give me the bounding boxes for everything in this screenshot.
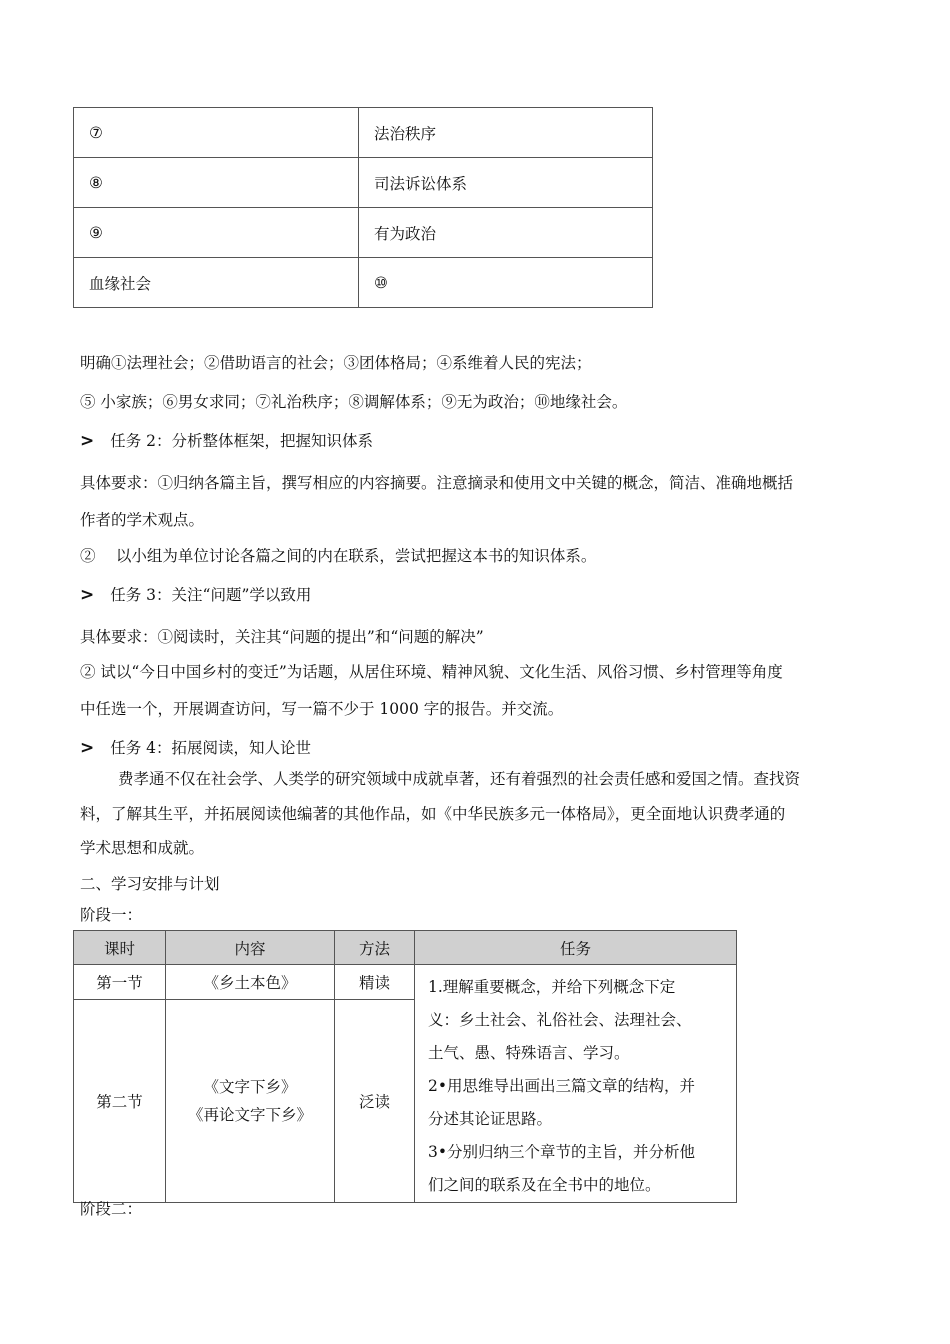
arrow-icon: >: [80, 585, 95, 605]
answer-line-2: ⑤ 小家族；⑥男女求同；⑦礼治秩序；⑧调解体系；⑨无为政治；⑩地缘社会。: [80, 393, 628, 411]
task-line: 义：乡土社会、礼俗社会、法理社会、: [428, 1011, 692, 1029]
table-cell: ⑩: [359, 258, 653, 308]
task3-title: 任务 3：关注“问题”学以致用: [110, 586, 312, 604]
content-line: 《文字下乡》: [203, 1078, 297, 1097]
column-header: 课时: [74, 931, 166, 965]
content-line: 《再论文字下乡》: [187, 1106, 312, 1125]
arrow-icon: >: [80, 738, 95, 758]
task4-para-line-3: 学术思想和成就。: [80, 839, 205, 857]
task-line: 土气、愚、特殊语言、学习。: [428, 1044, 630, 1062]
table-row: [74, 158, 653, 208]
plan-table: [73, 930, 737, 1203]
task2-title: 任务 2：分析整体框架，把握知识体系: [110, 432, 374, 450]
method-cell: 精读: [335, 965, 415, 1000]
stage-1-label: 阶段一：: [80, 906, 143, 924]
task4-title: 任务 4：拓展阅读，知人论世: [110, 739, 312, 757]
table-row: [74, 208, 653, 258]
column-header: 内容: [166, 931, 335, 965]
task-line: 1.理解重要概念，并给下列概念下定: [428, 978, 676, 996]
answer-line-1: 明确①法理社会；②借助语言的社会；③团体格局；④系维着人民的宪法；: [80, 354, 592, 372]
task4-heading: [80, 736, 311, 758]
task-line: 2•用思维导出画出三篇文章的结构，并: [428, 1077, 696, 1095]
table-cell: 有为政治: [359, 208, 653, 258]
section-heading: 二、学习安排与计划: [80, 875, 220, 893]
column-header: 方法: [335, 931, 415, 965]
task3-req-line-3: 中任选一个，开展调查访问，写一篇不少于 1000 字的报告。并交流。: [80, 700, 564, 718]
task4-para-line-2: 料，了解其生平，并拓展阅读他编著的其他作品，如《中华民族多元一体格局》，更全面地认识费孝通的: [80, 805, 786, 823]
table-header-row: [74, 931, 737, 965]
task2-req-line-2: 作者的学术观点。: [80, 511, 205, 529]
table-cell: 法治秩序: [359, 108, 653, 158]
content-cell: 《乡土本色》: [166, 965, 335, 1000]
stage-2-label: 阶段二：: [80, 1200, 143, 1218]
table-cell: ⑦: [74, 108, 359, 158]
task4-para-line-1: 费孝通不仅在社会学、人类学的研究领域中成就卓著，还有着强烈的社会责任感和爱国之情。查找资: [118, 770, 801, 788]
table-cell: ⑨: [74, 208, 359, 258]
table-row: [74, 258, 653, 308]
task3-heading: [80, 583, 311, 605]
task-line: 分述其论证思路。: [428, 1110, 553, 1128]
content-cell: [166, 1000, 335, 1203]
column-header: 任务: [415, 931, 737, 965]
method-cell: 泛读: [335, 1000, 415, 1203]
table-row: [74, 965, 737, 1000]
table-cell: 血缘社会: [74, 258, 359, 308]
task3-req-line-2: ② 试以“今日中国乡村的变迁”为话题，从居住环境、精神风貌、文化生活、风俗习惯、乡村管理等角度: [80, 663, 783, 681]
period-cell: 第二节: [74, 1000, 166, 1203]
concept-table: [73, 107, 653, 308]
table-cell: ⑧: [74, 158, 359, 208]
table-cell: 司法诉讼体系: [359, 158, 653, 208]
task-line: 3•分别归纳三个章节的主旨，并分析他: [428, 1143, 696, 1161]
task3-req-line-1: 具体要求：①阅读时，关注其“问题的提出”和“问题的解决”: [80, 628, 484, 646]
table-row: [74, 108, 653, 158]
task2-item-2: ② 以小组为单位讨论各篇之间的内在联系，尝试把握这本书的知识体系。: [80, 547, 597, 565]
arrow-icon: >: [80, 431, 95, 451]
period-cell: 第一节: [74, 965, 166, 1000]
task2-req-line-1: 具体要求：①归纳各篇主旨，撰写相应的内容摘要。注意摘录和使用文中关键的概念，简洁、准确地概括: [80, 474, 794, 492]
task-cell: [415, 965, 737, 1203]
task2-heading: [80, 429, 373, 451]
task-line: 们之间的联系及在全书中的地位。: [428, 1176, 661, 1194]
